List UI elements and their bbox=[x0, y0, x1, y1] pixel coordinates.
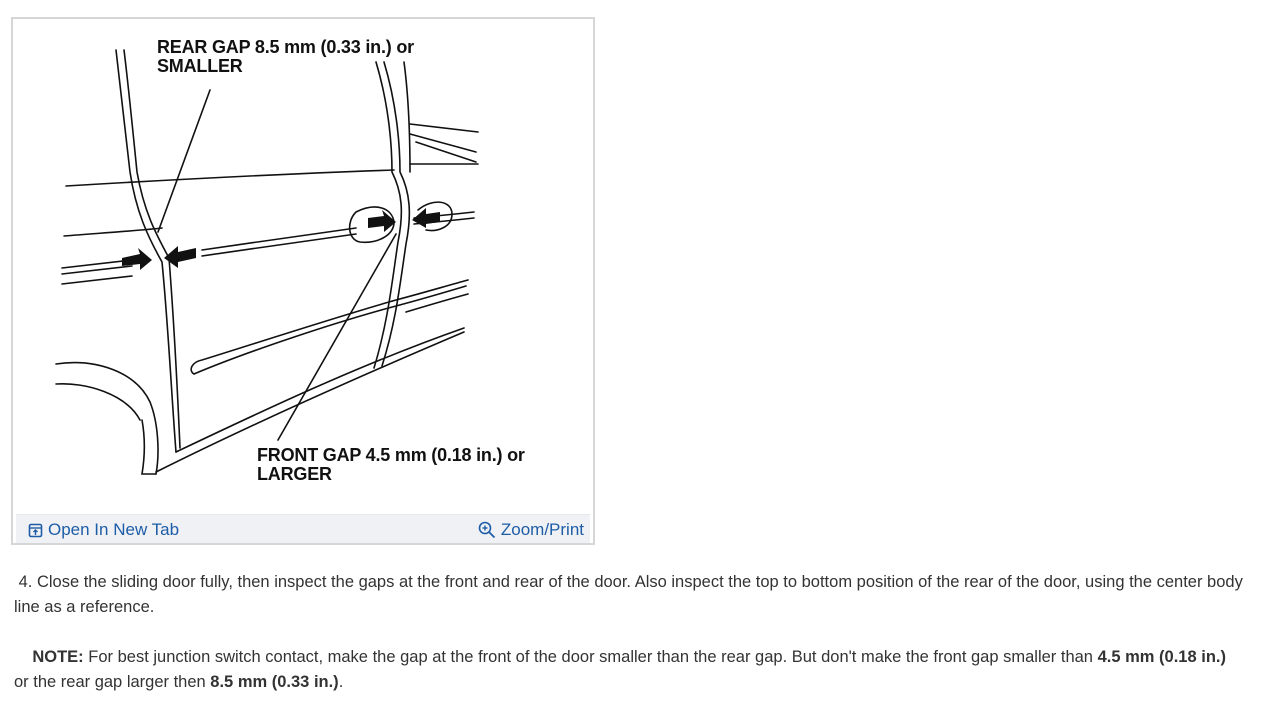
zoom-print-label: Zoom/Print bbox=[500, 520, 584, 539]
open-in-new-tab-label: Open In New Tab bbox=[48, 520, 180, 539]
note-paragraph bbox=[14, 645, 1244, 695]
door-line-drawing bbox=[16, 22, 590, 514]
figure-footer bbox=[16, 514, 590, 543]
open-in-new-tab-link[interactable] bbox=[28, 520, 179, 540]
open-new-tab-icon bbox=[28, 523, 43, 538]
step-number: 4. bbox=[18, 573, 33, 591]
note-text-2: or the rear gap larger then bbox=[14, 673, 206, 691]
zoom-in-icon bbox=[478, 521, 496, 539]
front-gap-label: FRONT GAP 4.5 mm (0.18 in.) or LARGER bbox=[257, 445, 525, 484]
step-text: Close the sliding door fully, then inspect the gaps at the front and rear of the door. Also inspect the top to bottom position of the rear of the door, using the center body line as a reference. bbox=[14, 573, 1243, 616]
step-4-paragraph bbox=[14, 570, 1244, 620]
note-text-1: For best junction switch contact, make the gap at the front of the door smaller than the rear gap. But don't make the front gap smaller than bbox=[88, 648, 1093, 666]
figure-card bbox=[11, 17, 595, 545]
note-rear-gap-value: 8.5 mm (0.33 in.) bbox=[210, 673, 339, 691]
note-label: NOTE: bbox=[32, 648, 84, 666]
rear-gap-label: REAR GAP 8.5 mm (0.33 in.) or SMALLER bbox=[157, 37, 414, 76]
note-end: . bbox=[338, 673, 344, 691]
door-gap-illustration bbox=[16, 22, 590, 514]
zoom-print-link[interactable] bbox=[478, 520, 584, 540]
note-front-gap-value: 4.5 mm (0.18 in.) bbox=[1097, 648, 1226, 666]
